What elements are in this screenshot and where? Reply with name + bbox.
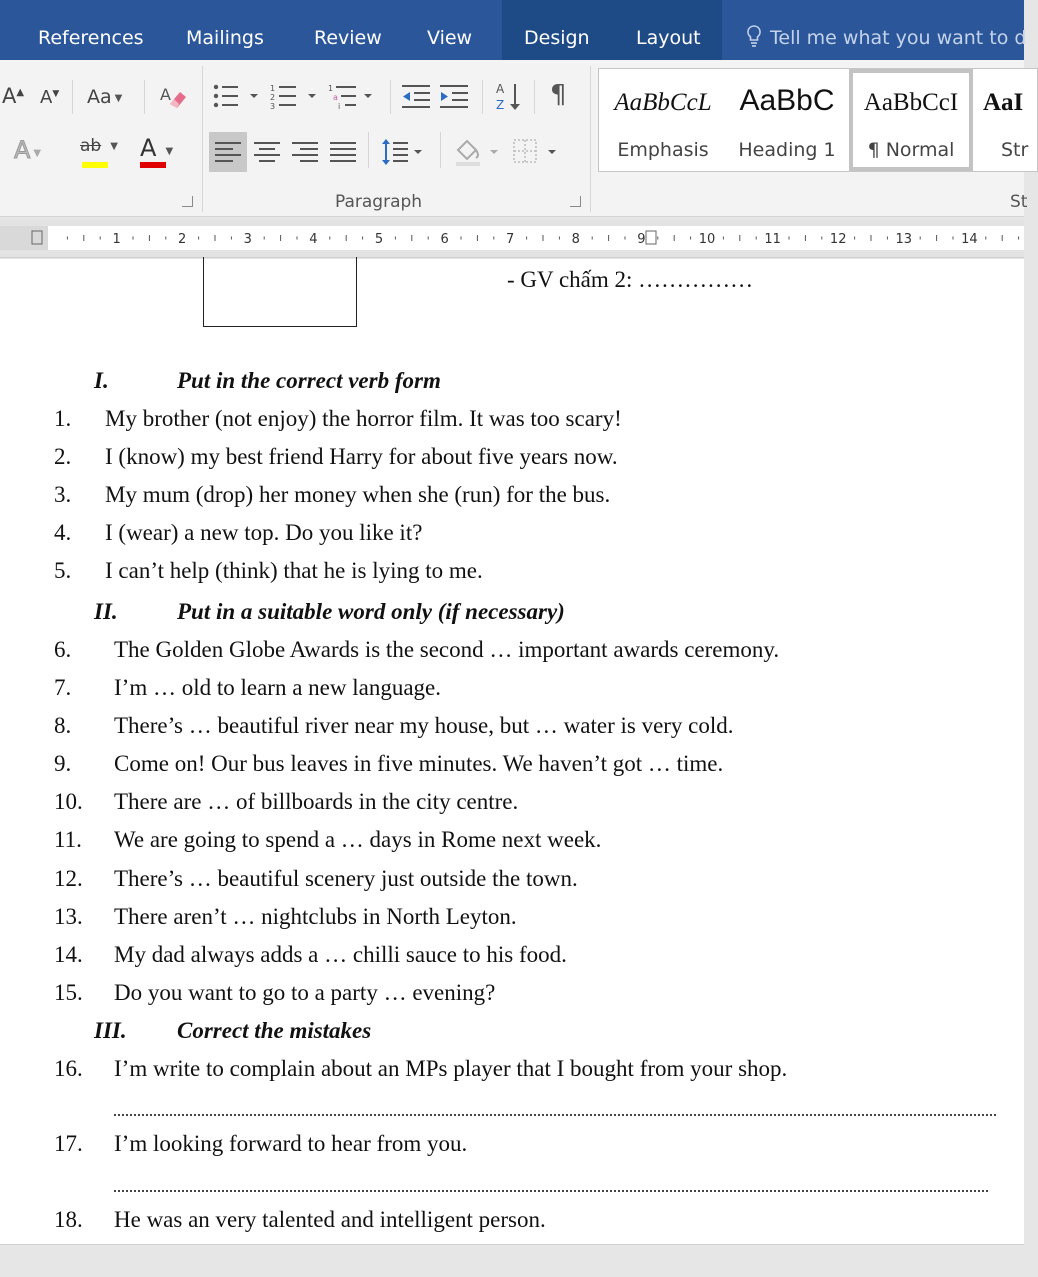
align-left-icon [209,132,247,172]
section-3-heading [94,1018,371,1044]
tab-references[interactable]: References [38,27,144,49]
separator [482,80,483,114]
numbering-button[interactable] [270,82,326,112]
ruler-marks [0,218,1024,258]
question-number: 10. [54,789,83,814]
question-number: 12. [54,866,83,891]
svg-text:1: 1 [270,84,276,93]
bullets-button[interactable] [212,82,268,112]
group-separator [590,66,591,212]
question-16 [54,1056,787,1082]
section-1-roman: I. [94,368,109,393]
style-strong[interactable] [973,69,1033,171]
align-right-button[interactable] [290,132,320,172]
increase-indent-button[interactable] [438,82,470,112]
tell-me-placeholder: Tell me what you want to d [770,27,1027,49]
styles-gallery [598,68,1038,172]
question-12 [54,866,578,892]
separator [534,80,535,114]
question-9 [54,751,723,777]
ruler-number: 14 [961,232,978,247]
question-text: He was an very talented and intelligent person. [114,1207,546,1232]
tab-view[interactable]: View [427,27,473,49]
question-text: The Golden Globe Awards is the second … important awards ceremony. [114,637,780,662]
question-8 [54,713,734,739]
question-number: 5. [54,558,72,583]
svg-text:i: i [338,102,341,111]
ruler-number: 10 [698,232,716,247]
question-2 [54,444,618,470]
tell-me-search[interactable] [746,0,1026,60]
change-case-button[interactable]: Aa ▼ [87,86,123,108]
question-4 [54,520,422,546]
tab-mailings[interactable]: Mailings [186,27,264,49]
ribbon [0,60,1029,217]
separator [72,80,73,114]
multilevel-list-button[interactable] [328,82,384,112]
question-text: My brother (not enjoy) the horror film. It was too scary! [105,406,622,431]
section-2-heading [94,599,565,625]
section-1-title: Put in the correct verb form [177,368,441,393]
clear-formatting-button[interactable] [158,82,188,117]
question-number: 4. [54,520,72,545]
question-6 [54,637,779,663]
group-separator [202,66,203,212]
borders-button[interactable] [510,132,562,172]
separator [368,132,369,168]
ruler-number: 12 [829,232,847,247]
font-dialog-launcher[interactable] [182,196,193,207]
highlight-color-bar [82,162,108,168]
question-number: 7. [54,675,72,700]
question-11 [54,827,601,853]
font-color-icon: A [140,134,157,162]
question-text: I (wear) a new top. Do you like it? [105,520,423,545]
svg-text:2: 2 [270,93,276,102]
question-text: There’s … beautiful river near my house, but … water is very cold. [114,713,734,738]
style-heading-1[interactable] [725,69,849,171]
question-number: 13. [54,904,83,929]
question-number: 11. [54,827,82,852]
ribbon-tab-bar [0,0,1027,60]
show-hide-button[interactable] [550,80,567,110]
question-5 [54,558,483,584]
question-text: My dad always adds a … chilli sauce to his food. [114,942,567,967]
svg-text:A: A [160,85,171,104]
style-emphasis-preview: AaBbCcL [614,89,712,116]
svg-text:3: 3 [270,102,276,111]
question-3 [54,482,610,508]
question-text: There are … of billboards in the city centre. [114,789,519,814]
style-emphasis-label: Emphasis [617,139,709,161]
text-highlight-button[interactable]: ab ▼ [80,134,118,156]
answer-line-17[interactable] [114,1190,988,1192]
section-1-heading [94,368,441,394]
lightbulb-icon [746,25,762,47]
document-page[interactable] [0,259,1024,1244]
question-text: We are going to spend a … days in Rome next week. [114,827,602,852]
text-effects-icon: A [14,136,31,164]
question-number: 2. [54,444,72,469]
question-text: I’m write to complain about an MPs player that I bought from your shop. [114,1056,788,1081]
style-strong-preview: AaI [983,89,1024,116]
highlighter-icon: ab [80,136,102,156]
question-17 [54,1131,467,1157]
question-text: I’m … old to learn a new language. [114,675,441,700]
section-3-roman: III. [94,1018,127,1043]
question-number: 1. [54,406,72,431]
grow-font-icon: A [2,84,17,108]
ruler-number: 7 [506,232,515,247]
style-heading-1-preview: AaBbC [739,84,835,117]
question-13 [54,904,517,930]
separator [390,80,391,114]
ruler-left-margin [0,226,48,250]
question-number: 17. [54,1131,83,1156]
section-2-roman: II. [94,599,118,624]
section-3-title: Correct the mistakes [177,1018,372,1043]
style-strong-label: Str [1001,139,1029,161]
svg-text:Z: Z [496,98,505,112]
score-box [203,257,357,327]
question-text: There’s … beautiful scenery just outside the town. [114,866,578,891]
justify-button[interactable] [328,132,358,172]
question-number: 15. [54,980,83,1005]
sort-button[interactable] [494,80,524,114]
question-text: I can’t help (think) that he is lying to me. [105,558,483,583]
style-normal[interactable] [849,69,973,171]
change-case-icon: Aa [87,86,112,108]
question-number: 9. [54,751,72,776]
decrease-indent-button[interactable] [400,82,432,112]
shrink-font-icon: A [40,87,53,108]
font-color-button[interactable]: A ▼ [140,134,173,162]
ruler-number: 1 [112,232,121,247]
align-left-button[interactable] [209,132,247,172]
pilcrow-icon: ¶ [550,80,567,110]
svg-text:a: a [333,93,338,102]
font-color-bar [140,162,166,168]
ruler-number: 8 [571,232,580,247]
text-effects-button[interactable]: A ▼ [14,136,42,164]
tab-review[interactable]: Review [314,27,382,49]
question-text: My mum (drop) her money when she (run) for the bus. [105,482,611,507]
horizontal-ruler[interactable] [0,218,1024,258]
question-text: Do you want to go to a party … evening? [114,980,496,1005]
question-number: 3. [54,482,72,507]
question-number: 16. [54,1056,83,1081]
grow-font-button[interactable]: A▲ [2,84,25,108]
question-14 [54,942,567,968]
ruler-number: 6 [440,232,449,247]
shrink-font-button[interactable]: A▼ [40,87,60,108]
style-normal-preview: AaBbCcI [863,89,959,116]
svg-text:1: 1 [328,84,334,93]
tab-layout[interactable]: Layout [612,0,722,60]
section-2-title: Put in a suitable word only (if necessary) [177,599,565,624]
separator [144,80,145,114]
svg-text:A: A [496,82,505,96]
line-spacing-button[interactable] [380,132,428,172]
paragraph-dialog-launcher[interactable] [570,196,581,207]
paragraph-group-label: Paragraph [335,192,423,212]
style-heading-1-label: Heading 1 [738,139,836,161]
style-emphasis[interactable] [601,69,725,171]
question-text: I’m looking forward to hear from you. [114,1131,468,1156]
shading-button[interactable] [452,132,504,172]
question-18 [54,1207,546,1233]
question-15 [54,980,495,1006]
question-10 [54,789,518,815]
ruler-number: 9 [637,232,646,247]
question-text: There aren’t … nightclubs in North Leyton. [114,904,517,929]
separator [440,132,441,168]
style-normal-label: ¶ Normal [867,139,955,161]
ruler-number: 5 [374,232,384,247]
tab-design[interactable]: Design [502,0,612,60]
answer-line-16[interactable] [114,1114,996,1116]
ruler-number: 4 [309,232,318,247]
question-number: 14. [54,942,83,967]
ruler-number: 3 [243,232,252,247]
ruler-number: 11 [764,232,781,247]
column-marker[interactable] [646,231,656,244]
grader-2-line: - GV chấm 2: …………… [507,267,754,292]
question-text: I (know) my best friend Harry for about five years now. [105,444,618,469]
question-text: Come on! Our bus leaves in five minutes. We haven’t got … time. [114,751,724,776]
ruler-number: 2 [178,232,187,247]
status-bar [0,1244,1024,1277]
eraser-icon [158,82,188,112]
question-7 [54,675,441,701]
question-number: 8. [54,713,72,738]
ruler-number: 13 [895,232,913,247]
question-number: 6. [54,637,72,662]
align-center-button[interactable] [252,132,282,172]
question-1 [54,406,622,432]
question-number: 18. [54,1207,83,1232]
styles-group-label: St [1010,192,1028,212]
